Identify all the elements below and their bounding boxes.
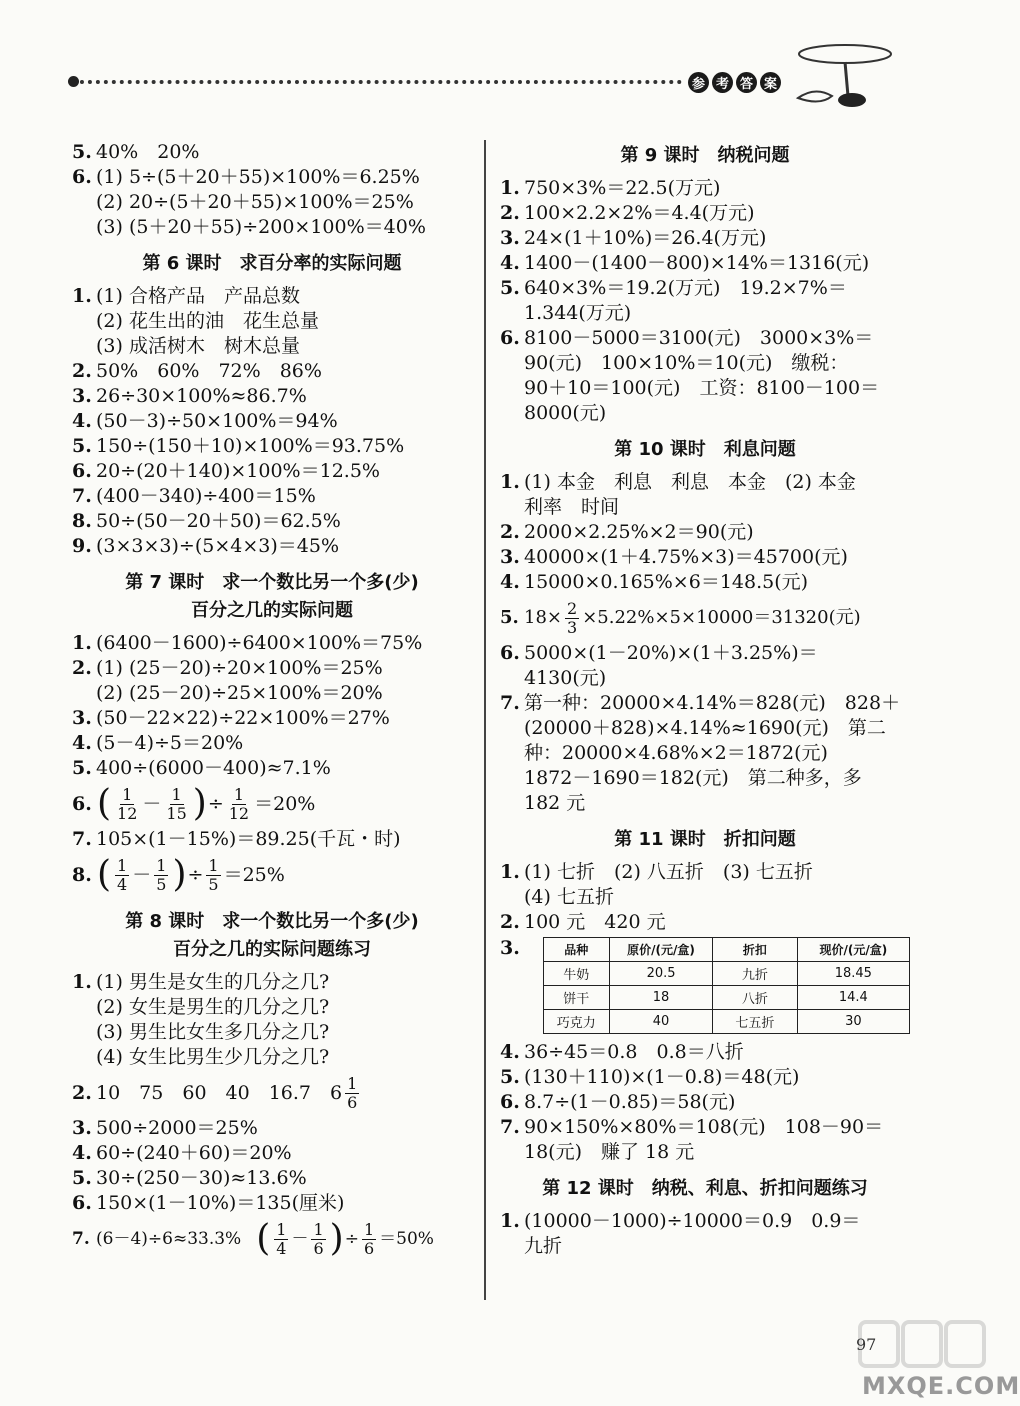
- answer-line: 4. 15000×0.165%×6＝148.5(元): [500, 571, 809, 593]
- lesson-heading: [72, 569, 472, 625]
- answer-line: (2) 20÷(5＋20＋55)×100%＝25%: [96, 191, 414, 213]
- answer-line: 2. (1) (25－20)÷20×100%＝25%: [72, 657, 383, 679]
- left-column: [72, 140, 472, 1262]
- answer-line: (2) 女生是男生的几分之几?: [96, 996, 330, 1018]
- answer-line: (3) 男生比女生多几分之几?: [96, 1021, 330, 1043]
- answer-line: 2. 2000×2.25%×2＝90(元): [500, 521, 754, 543]
- fraction: $\frac{1}{5}$: [156, 855, 167, 894]
- lesson-heading: 第 6 课时 求百分率的实际问题: [142, 253, 402, 274]
- table-header: 折扣: [713, 938, 798, 962]
- lesson-heading: [72, 908, 472, 964]
- discount-table-block: [500, 937, 910, 1034]
- answer-line: 4130(元): [524, 667, 607, 689]
- answer-line: 3. (50－22×22)÷22×100%＝27%: [72, 707, 390, 729]
- badge-char: 案: [760, 72, 781, 93]
- answer-line: 2. 50% 60% 72% 86%: [72, 360, 322, 382]
- answer-line: 8000(元): [524, 402, 607, 424]
- badge-char: 参: [688, 72, 709, 93]
- lesson-heading-line: 第 8 课时 求一个数比另一个多(少): [125, 911, 419, 932]
- table-cell: 18.45: [797, 962, 909, 986]
- answer-line: 1. 750×3%＝22.5(万元): [500, 177, 721, 199]
- lesson-heading: 第 12 课时 纳税、利息、折扣问题练习: [542, 1178, 868, 1199]
- answer-line: 6. 5000×(1－20%)×(1＋3.25%)＝: [500, 642, 818, 664]
- answer-line: (4) 七五折: [524, 886, 614, 908]
- table-header: 现价/(元/盒): [797, 938, 909, 962]
- answer-line: 4. (50－3)÷50×100%＝94%: [72, 410, 338, 432]
- answer-line: 1.344(万元): [524, 302, 632, 324]
- header-dotted-rule: [72, 80, 682, 88]
- decoration-icon: [790, 40, 900, 115]
- table-cell: 40: [609, 1010, 712, 1034]
- answer-line: 182 元: [524, 792, 586, 814]
- table-cell: 八折: [713, 986, 798, 1010]
- answer-line: 利率 时间: [524, 496, 620, 518]
- answer-line: 4. 36÷45＝0.8 0.8＝八折: [500, 1041, 744, 1063]
- fraction-answer-line: 6. ( $\frac{1}{12}$ － $\frac{1}{15}$ ) ÷ $\frac{1}{12}$ ＝20%: [72, 783, 316, 824]
- fraction: $\frac{1}{6}$: [313, 1219, 324, 1258]
- answer-line: 6. 150×(1－10%)＝135(厘米): [72, 1192, 345, 1214]
- lesson-heading-line: 百分之几的实际问题: [191, 600, 353, 621]
- table-cell: 14.4: [797, 986, 909, 1010]
- watermark-text: MXQE.COM: [862, 1372, 1020, 1400]
- answer-line: 1. (6400－1600)÷6400×100%＝75%: [72, 632, 423, 654]
- answer-line: 7. 第一种：20000×4.14%＝828(元) 828＋: [500, 692, 901, 714]
- table-cell: 30: [797, 1010, 909, 1034]
- answer-line: 90(元) 100×10%＝10(元) 缴税：: [524, 352, 849, 374]
- lesson-heading: 第 9 课时 纳税问题: [620, 145, 790, 166]
- page-number: 97: [856, 1335, 877, 1354]
- answer-line: 5. 30÷(250－30)≈13.6%: [72, 1167, 307, 1189]
- answer-line: (4) 女生比男生少几分之几?: [96, 1046, 330, 1068]
- answer-line: 7. (400－340)÷400＝15%: [72, 485, 316, 507]
- fraction: $\frac{2}{3}$: [567, 598, 578, 637]
- answer-line: 4. 1400－(1400－800)×14%＝1316(元): [500, 252, 870, 274]
- table-cell: 巧克力: [543, 1010, 609, 1034]
- answer-line: 九折: [524, 1235, 563, 1257]
- answer-line: 6. (1) 5÷(5＋20＋55)×100%＝6.25%: [72, 166, 420, 188]
- fraction-answer-line: 2. 10 75 60 40 16.7 6 $\frac{1}{6}$: [72, 1073, 358, 1112]
- answer-line: 5. 150÷(150＋10)×100%＝93.75%: [72, 435, 405, 457]
- table-row: [543, 1010, 909, 1034]
- fraction-answer-line: 8. ( $\frac{1}{4}$ － $\frac{1}{5}$ ) ÷ $\frac{1}{5}$ ＝25%: [72, 854, 285, 895]
- answer-line: (2) (25－20)÷25×100%＝20%: [96, 682, 383, 704]
- answer-line: 6. 8100－5000＝3100(元) 3000×3%＝: [500, 327, 874, 349]
- fraction: $\frac{1}{12}$: [117, 784, 138, 823]
- answer-line: 9. (3×3×3)÷(5×4×3)＝45%: [72, 535, 340, 557]
- fraction: $\frac{1}{6}$: [363, 1219, 375, 1258]
- answer-key-badge: [688, 72, 784, 98]
- answer-line: (20000＋828)×4.14%≈1690(元) 第二: [524, 717, 886, 739]
- answer-line: 5. 400÷(6000－400)≈7.1%: [72, 757, 331, 779]
- item-number: 3.: [500, 937, 520, 959]
- table-cell: 牛奶: [543, 962, 609, 986]
- answer-line: 1. (1) 男生是女生的几分之几?: [72, 971, 330, 993]
- table-header: 品种: [543, 938, 609, 962]
- answer-line: 4. (5－4)÷5＝20%: [72, 732, 244, 754]
- answer-line: 2. 100 元 420 元: [500, 911, 666, 933]
- answer-line: 2. 100×2.2×2%＝4.4(万元): [500, 202, 755, 224]
- answer-line: 1. (1) 七折 (2) 八五折 (3) 七五折: [500, 861, 813, 883]
- column-divider: [484, 140, 486, 1300]
- table-row: [543, 986, 909, 1010]
- fraction: $\frac{1}{12}$: [228, 784, 250, 823]
- answer-line: 1. (10000－1000)÷10000＝0.9 0.9＝: [500, 1210, 861, 1232]
- answer-line: 4. 60÷(240＋60)＝20%: [72, 1142, 292, 1164]
- table-cell: 18: [609, 986, 712, 1010]
- answer-line: 1. (1) 本金 利息 利息 本金 (2) 本金: [500, 471, 856, 493]
- table-cell: 七五折: [713, 1010, 798, 1034]
- fraction: $\frac{1}{15}$: [166, 784, 187, 823]
- answer-line: 种：20000×4.68%×2＝1872(元): [524, 742, 828, 764]
- lesson-heading-line: 第 7 课时 求一个数比另一个多(少): [125, 572, 419, 593]
- answer-line: 5. (130＋110)×(1－0.8)＝48(元): [500, 1066, 800, 1088]
- lesson-heading: 第 10 课时 利息问题: [614, 439, 796, 460]
- answer-line: 90＋10＝100(元) 工资：8100－100＝: [524, 377, 880, 399]
- lesson-heading: 第 11 课时 折扣问题: [614, 829, 796, 850]
- table-cell: 20.5: [609, 962, 712, 986]
- answer-line: 1. (1) 合格产品 产品总数: [72, 285, 300, 307]
- answer-line: 7. 105×(1－15%)＝89.25(千瓦・时): [72, 828, 401, 850]
- fraction: $\frac{1}{4}$: [117, 855, 128, 894]
- answer-line: 18(元) 赚了 18 元: [524, 1141, 695, 1163]
- answer-line: 7. 90×150%×80%＝108(元) 108－90＝: [500, 1116, 884, 1138]
- table-header: 原价/(元/盒): [609, 938, 712, 962]
- answer-line: (3) 成活树木 树木总量: [96, 335, 300, 357]
- answer-line: 5. 640×3%＝19.2(万元) 19.2×7%＝: [500, 277, 847, 299]
- answer-line: (3) (5＋20＋55)÷200×100%＝40%: [96, 216, 426, 238]
- answer-line: 5. 40% 20%: [72, 141, 200, 163]
- answer-line: (2) 花生出的油 花生总量: [96, 310, 319, 332]
- table-cell: 饼干: [543, 986, 609, 1010]
- answer-line: 3. 24×(1＋10%)＝26.4(万元): [500, 227, 767, 249]
- table-row: [543, 962, 909, 986]
- answer-line: 8. 50÷(50－20＋50)＝62.5%: [72, 510, 341, 532]
- lesson-heading-line: 百分之几的实际问题练习: [173, 939, 371, 960]
- fraction-answer-line: 5. 18× $\frac{2}{3}$ ×5.22%×5×10000＝31320(元): [500, 598, 861, 637]
- answer-line: 3. 500÷2000＝25%: [72, 1117, 258, 1139]
- discount-table: [543, 937, 910, 1034]
- right-column: [500, 140, 910, 1259]
- fraction: $\frac{1}{5}$: [208, 855, 219, 894]
- answer-line: 6. 20÷(20＋140)×100%＝12.5%: [72, 460, 380, 482]
- fraction: $\frac{1}{4}$: [276, 1219, 287, 1258]
- table-cell: 九折: [713, 962, 798, 986]
- fraction: $\frac{1}{6}$: [347, 1073, 358, 1112]
- fraction-answer-line: 7. (6－4)÷6≈33.3% ( $\frac{1}{4}$ － $\frac{1}{6}$ ) ÷ $\frac{1}{6}$ ＝50%: [72, 1218, 434, 1259]
- answer-line: 3. 40000×(1＋4.75%×3)＝45700(元): [500, 546, 848, 568]
- answer-line: 1872－1690＝182(元) 第二种多，多: [524, 767, 862, 789]
- answer-line: 6. 8.7÷(1－0.85)＝58(元): [500, 1091, 736, 1113]
- table-header-row: [543, 938, 909, 962]
- badge-char: 考: [712, 72, 733, 93]
- badge-char: 答: [736, 72, 757, 93]
- answer-line: 3. 26÷30×100%≈86.7%: [72, 385, 307, 407]
